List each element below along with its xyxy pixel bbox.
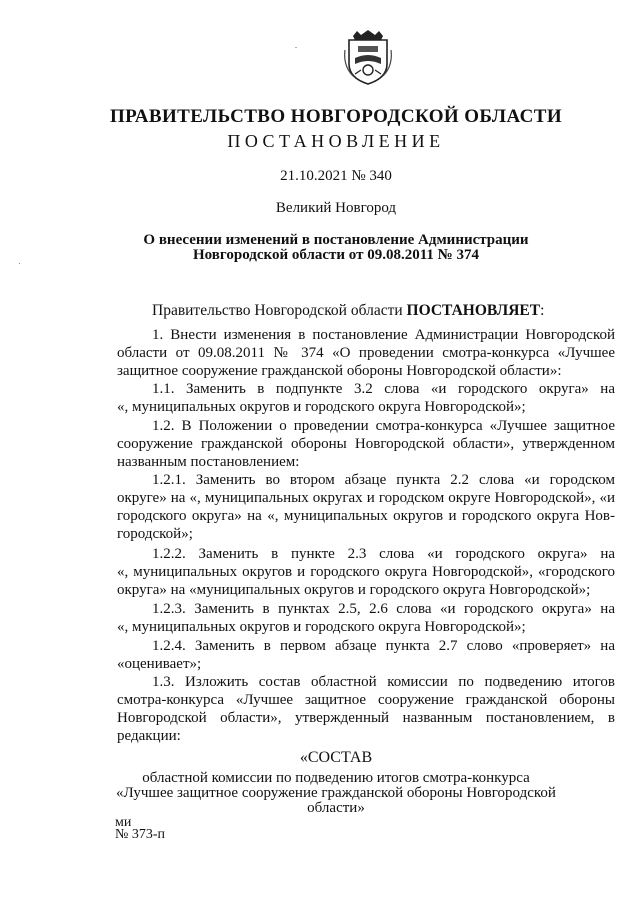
footer-code: № 373-п xyxy=(115,827,166,842)
body-line: 1. Внести изменения в постановление Администрации Новгородской xyxy=(152,327,615,343)
intro-decree-word: ПОСТАНОВЛЯЕТ xyxy=(406,302,541,319)
subject-line: О внесении изменений в постановление Администрации xyxy=(143,232,529,248)
intro-colon: : xyxy=(540,302,545,319)
intro-paragraph xyxy=(152,302,544,320)
document-type: ПОСТАНОВЛЕНИЕ xyxy=(227,131,445,151)
subject-title xyxy=(16,233,640,263)
footer-initials: ми xyxy=(115,815,132,830)
body-line: смотра-конкурса «Лучшее защитное сооружение гражданской обороны xyxy=(117,692,615,708)
scan-speck xyxy=(19,263,20,264)
body-line: защитное сооружение гражданской обороны Новгородской области»: xyxy=(117,363,562,379)
composition-caption-line: областной комиссии по подведению итогов смотра-конкурса xyxy=(142,770,530,786)
body-line: городского округа» на «, муниципальных округов и городского округа Нов- xyxy=(117,508,615,524)
coat-of-arms-icon xyxy=(343,30,393,86)
city: Великий Новгород xyxy=(275,200,397,216)
body-line: названным постановлением: xyxy=(117,454,300,470)
body-line: городской»; xyxy=(117,526,193,542)
body-line: «, муниципальных округов и городского округа Новгородской»; xyxy=(117,399,526,415)
composition-caption-line: «Лучшее защитное сооружение гражданской обороны Новгородской xyxy=(116,785,556,801)
body-line: 1.2.2. Заменить в пункте 2.3 слова «и городского округа» на xyxy=(152,546,615,562)
subject-line: Новгородской области от 09.08.2011 № 374 xyxy=(193,247,479,263)
body-line: 1.2. В Положении о проведении смотра-конкурса «Лучшее защитное xyxy=(152,418,615,434)
intro-text: Правительство Новгородской области xyxy=(152,302,407,319)
body-line: 1.1. Заменить в подпункте 3.2 слова «и городского округа» на xyxy=(152,381,615,397)
body-line: 1.2.1. Заменить во втором абзаце пункта 2.2 слова «и городском xyxy=(152,472,615,488)
body-line: 1.2.3. Заменить в пунктах 2.5, 2.6 слова «и городского округа» на xyxy=(152,601,615,617)
body-line: «оценивает»; xyxy=(117,656,202,672)
body-line: 1.2.4. Заменить в первом абзаце пункта 2.7 слово «проверяет» на xyxy=(152,638,615,654)
body-line: «, муниципальных округов и городского округа Новгородской», «городского xyxy=(117,564,615,580)
composition-title: «СОСТАВ xyxy=(299,749,373,766)
body-line: округе» на «, муниципальных округах и городском округе Новгородской», «и xyxy=(117,490,615,506)
body-line: «, муниципальных округов и городского округа Новгородской»; xyxy=(117,619,526,635)
date-and-number: 21.10.2021 № 340 xyxy=(280,168,392,184)
body-line: округа» на «муниципальных округов и городского округа Новгородской»; xyxy=(117,582,591,598)
body-line: Новгородской области», утвержденный названным постановлением, в xyxy=(117,710,615,726)
government-title: ПРАВИТЕЛЬСТВО НОВГОРОДСКОЙ ОБЛАСТИ xyxy=(110,106,562,127)
scan-speck xyxy=(295,47,297,48)
body-line: области от 09.08.2011 № 374 «О проведении смотра-конкурса «Лучшее xyxy=(117,345,615,361)
composition-caption-line: области» xyxy=(307,800,365,816)
body-line: 1.3. Изложить состав областной комиссии по подведению итогов xyxy=(152,674,615,690)
body-line: сооружение гражданской обороны Новгородской области», утвержденном xyxy=(117,436,615,452)
body-line: редакции: xyxy=(117,728,181,744)
